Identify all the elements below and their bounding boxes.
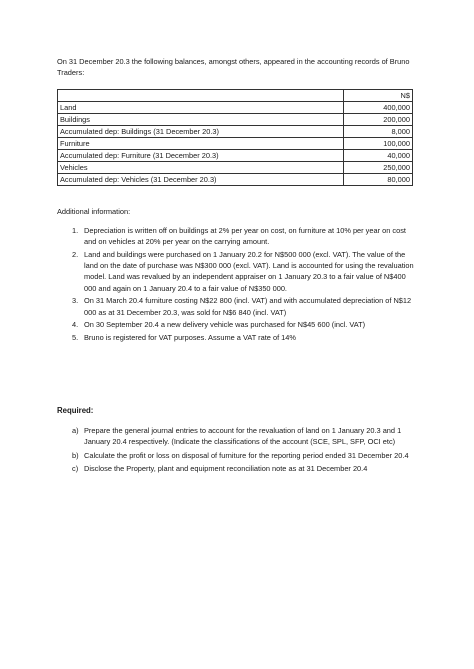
table-row (58, 174, 413, 186)
list-item (57, 295, 417, 317)
table-row (58, 162, 413, 174)
list-item-text: Calculate the profit or loss on disposal of furniture for the reporting period ended 31 December 20.4 (84, 450, 409, 460)
list-item (57, 332, 417, 343)
list-item-text: On 30 September 20.4 a new delivery vehicle was purchased for N$45 600 (incl. VAT) (84, 320, 366, 330)
list-item-text: Depreciation is written off on buildings at 2% per year on cost, on furniture at 10% per year on cost and on vehicles at 20% per year on the carrying amount. (84, 226, 406, 247)
list-marker: c) (72, 463, 79, 473)
list-item-text: On 31 March 20.4 furniture costing N$22 800 (incl. VAT) and with accumulated depreciation of N$12 000 as at 31 December 20.3, was sold for N$6 840 (incl. VAT) (84, 296, 412, 317)
list-item-text: Prepare the general journal entries to account for the revaluation of land on 1 January 20.3 and 1 January 20.4 respectively. (Indicate the classifications of the account (SCE, SPL, SFP, OCI etc) (84, 426, 402, 447)
list-item-text: Land and buildings were purchased on 1 January 20.2 for N$500 000 (excl. VAT). The value of the land on the date of purchase was N$300 000 (excl. VAT). Land is accounted for using the revaluation model. Land was revalued by an independent appraiser on 1 January 20.3 to a fair value of N$400 000 and again on 1 January 20.4 to a fair value of N$350 000. (84, 250, 414, 293)
table-header-blank (58, 90, 344, 102)
list-marker: a) (72, 426, 79, 435)
additional-info-heading: Additional information: (57, 207, 131, 216)
row-amount: 400,000 (344, 102, 413, 114)
row-label: Furniture (58, 138, 344, 150)
list-marker: 5. (72, 333, 79, 343)
required-list (57, 425, 417, 476)
intro-paragraph: On 31 December 20.3 the following balances, amongst others, appeared in the accounting records of Bruno Traders: (57, 57, 410, 78)
row-amount: 40,000 (344, 150, 413, 162)
table-row (58, 102, 413, 114)
list-item-text: Bruno is registered for VAT purposes. Assume a VAT rate of 14% (84, 333, 296, 343)
table-header-row (58, 90, 413, 102)
required-heading: Required: (57, 406, 94, 415)
currency-header: N$ (344, 90, 413, 102)
list-item (57, 463, 417, 474)
list-marker: 1. (72, 226, 79, 235)
row-amount: 8,000 (344, 126, 413, 138)
table-row (58, 126, 413, 138)
row-label: Accumulated dep: Buildings (31 December 20.3) (58, 126, 344, 138)
table-row (58, 138, 413, 150)
table-row (58, 150, 413, 162)
row-amount: 200,000 (344, 114, 413, 126)
list-item (57, 450, 417, 461)
balances-table (57, 89, 413, 186)
additional-info-list (57, 225, 417, 345)
list-marker: 3. (72, 296, 79, 306)
list-marker: b) (72, 450, 79, 460)
list-marker: 4. (72, 320, 79, 330)
row-amount: 100,000 (344, 138, 413, 150)
row-label: Accumulated dep: Vehicles (31 December 20.3) (58, 174, 344, 186)
row-label: Land (58, 102, 344, 114)
list-item (57, 249, 417, 294)
row-label: Buildings (58, 114, 344, 126)
list-marker: 2. (72, 250, 79, 259)
table-row (58, 114, 413, 126)
list-item (57, 425, 417, 447)
row-label: Vehicles (58, 162, 344, 174)
list-item (57, 225, 417, 247)
row-amount: 80,000 (344, 174, 413, 186)
list-item (57, 319, 417, 330)
row-amount: 250,000 (344, 162, 413, 174)
row-label: Accumulated dep: Furniture (31 December 20.3) (58, 150, 344, 162)
list-item-text: Disclose the Property, plant and equipment reconciliation note as at 31 December 20.4 (84, 463, 368, 473)
